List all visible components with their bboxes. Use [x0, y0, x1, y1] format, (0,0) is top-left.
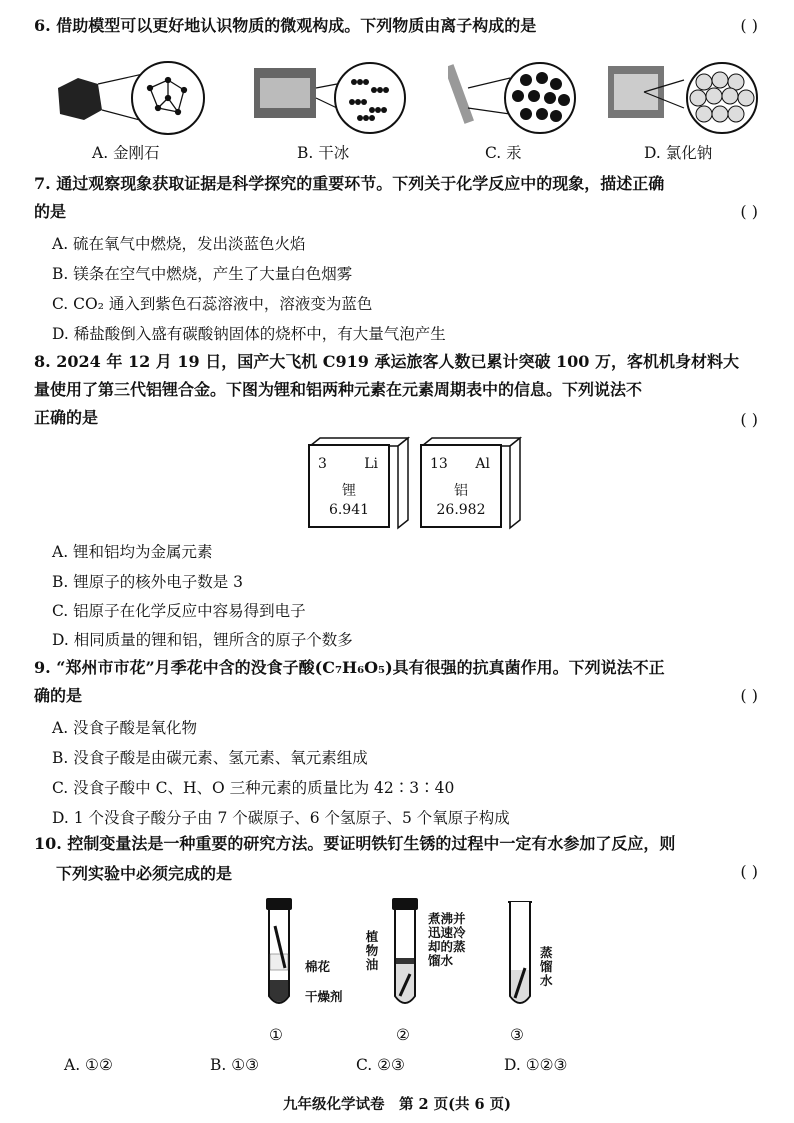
test-tube-1-figure — [258, 896, 308, 1016]
q7-option-d: D. 稀盐酸倒入盛有碳酸钠固体的烧杯中，有大量气泡产生 — [52, 325, 446, 343]
aluminum-atomic-number: 13 — [430, 456, 448, 472]
aluminum-symbol: Al — [475, 456, 490, 472]
lithium-atomic-number: 3 — [318, 456, 327, 472]
sodium-chloride-model-figure — [604, 58, 774, 138]
q8-option-a: A. 锂和铝均为金属元素 — [52, 543, 213, 561]
q9-option-c: C. 没食子酸中 C、H、O 三种元素的质量比为 42∶3∶40 — [52, 779, 455, 797]
test-tube-2-figure — [386, 896, 426, 1016]
q7-paren: ( ) — [740, 202, 758, 221]
q10-stem-line1: 10. 控制变量法是一种重要的研究方法。要证明铁钉生锈的过程中一定有水参加了反应，则 — [34, 834, 676, 853]
tube-number-1: ① — [269, 1026, 283, 1044]
tube-number-3: ③ — [510, 1026, 524, 1044]
aluminum-element-card — [420, 444, 502, 528]
q8-stem-line3: 正确的是 — [34, 408, 99, 427]
aluminum-atomic-mass: 26.982 — [436, 502, 486, 518]
q7-option-c: C. CO₂ 通入到紫色石蕊溶液中，溶液变为蓝色 — [52, 295, 373, 313]
q10-option-b: B. ①③ — [210, 1056, 260, 1074]
mercury-model-figure — [448, 58, 588, 138]
q10-paren: ( ) — [740, 862, 758, 881]
q7-stem-line1: 7. 通过观察现象获取证据是科学探究的重要环节。下列关于化学反应中的现象，描述正确 — [34, 174, 665, 193]
cotton-label: 棉花 — [305, 959, 331, 974]
q7-stem-line2: 的是 — [34, 202, 67, 221]
q6-caption-d: D. 氯化钠 — [644, 144, 713, 162]
diamond-model-figure — [50, 58, 210, 138]
vegetable-oil-label: 植物油 — [365, 929, 379, 972]
test-tube-3-figure — [502, 898, 542, 1016]
q8-stem-line2: 量使用了第三代铝锂合金。下图为锂和铝两种元素在元素周期表中的信息。下列说法不 — [34, 380, 643, 399]
q9-stem-line2: 确的是 — [34, 686, 83, 705]
q10-stem-line2: 下列实验中必须完成的是 — [56, 864, 233, 883]
distilled-water-label: 蒸馏水 — [540, 945, 553, 988]
q9-option-a: A. 没食子酸是氧化物 — [52, 719, 198, 737]
q10-option-c: C. ②③ — [356, 1056, 405, 1074]
lithium-name: 锂 — [342, 483, 356, 499]
q6-caption-b: B. 干冰 — [297, 144, 350, 162]
q6-stem: 6. 借助模型可以更好地认识物质的微观构成。下列物质由离子构成的是 — [34, 16, 537, 35]
q10-option-a: A. ①② — [64, 1056, 113, 1074]
lithium-atomic-mass: 6.941 — [328, 502, 370, 518]
q9-stem-line1: 9. “郑州市市花”月季花中含的没食子酸(C₇H₆O₅)具有很强的抗真菌作用。下列说法不正 — [34, 658, 665, 677]
q6-caption-a: A. 金刚石 — [92, 144, 160, 162]
q10-option-d: D. ①②③ — [504, 1056, 568, 1074]
q8-option-d: D. 相同质量的锂和铝，锂所含的原子个数多 — [52, 631, 353, 649]
q6-caption-c: C. 汞 — [485, 144, 522, 162]
tube-number-2: ② — [396, 1026, 410, 1044]
lithium-element-card — [308, 444, 390, 528]
aluminum-name: 铝 — [454, 483, 468, 499]
q9-option-d: D. 1 个没食子酸分子由 7 个碳原子、6 个氢原子、5 个氧原子构成 — [52, 809, 510, 827]
dry-ice-model-figure — [252, 58, 412, 138]
q6-paren: ( ) — [740, 16, 758, 35]
q8-option-c: C. 铝原子在化学反应中容易得到电子 — [52, 602, 306, 620]
desiccant-label: 干燥剂 — [305, 989, 343, 1004]
q8-option-b: B. 锂原子的核外电子数是 3 — [52, 573, 244, 591]
q7-option-b: B. 镁条在空气中燃烧，产生了大量白色烟雾 — [52, 265, 353, 283]
page-footer: 九年级化学试卷 第 2 页(共 6 页) — [282, 1096, 512, 1113]
q9-paren: ( ) — [740, 686, 758, 705]
q9-option-b: B. 没食子酸是由碳元素、氢元素、氧元素组成 — [52, 749, 368, 767]
q8-paren: ( ) — [740, 410, 758, 429]
q7-option-a: A. 硫在氧气中燃烧，发出淡蓝色火焰 — [52, 235, 306, 253]
lithium-symbol: Li — [364, 456, 378, 472]
boiled-water-label: 煮沸并迅速冷却的蒸馏水 — [428, 911, 466, 968]
q8-stem-line1: 8. 2024 年 12 月 19 日，国产大飞机 C919 承运旅客人数已累计突破 100 万，客机机身材料大 — [34, 352, 740, 371]
